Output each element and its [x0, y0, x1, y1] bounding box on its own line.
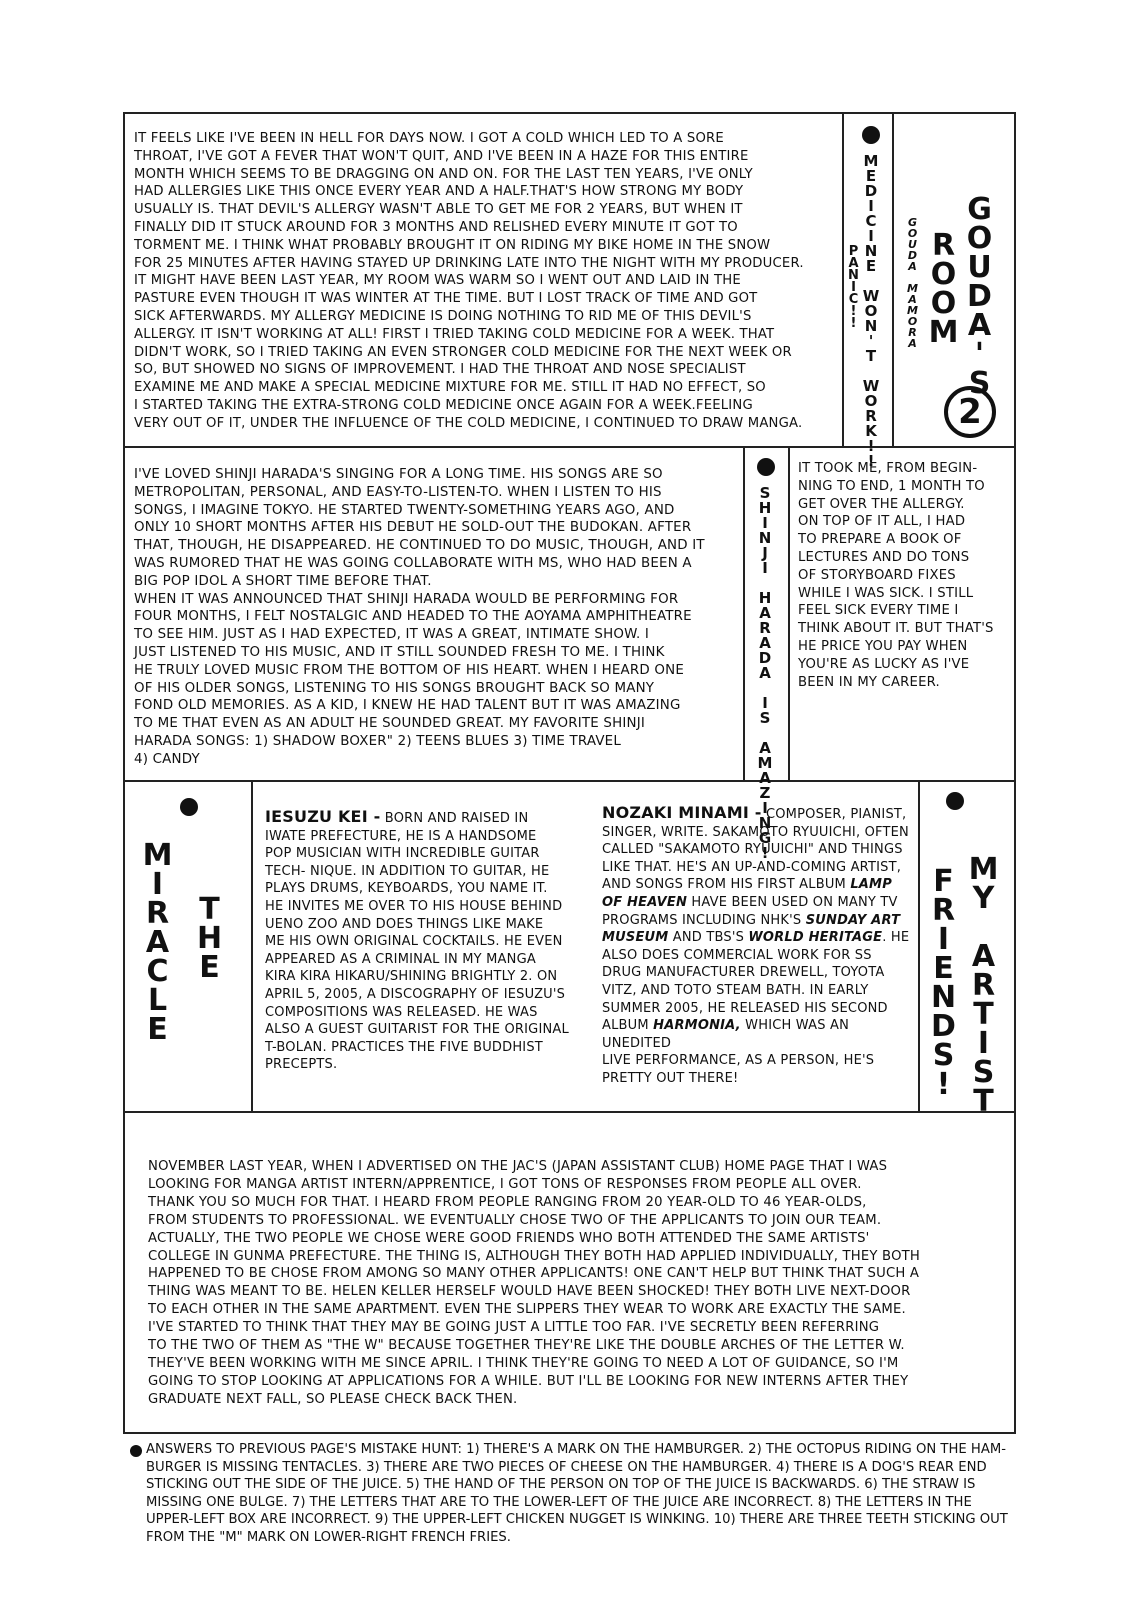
album-lamp-of-heaven: LAMP OF HEAVEN — [602, 877, 892, 910]
section1-heading-line1: PANIC!! — [846, 244, 861, 328]
show-sunday-art-museum: SUNDAY ART MUSEUM — [602, 912, 901, 946]
bullet-icon — [180, 798, 198, 816]
friends-word: FRIENDS! — [926, 864, 961, 1096]
mistake-hunt-answers: ANSWERS TO PREVIOUS PAGE'S MISTAKE HUNT: 1) THERE'S A MARK ON THE HAMBURGER. 2) THE OCTOPUS RIDING ON THE HAM- BURGER IS MISSING TENTACLES. 3) THERE ARE TWO PIECES OF CHEESE ON THE HAMBURGER. 4) THERE IS A DOG'S REAR END STICKING OUT THE SIDE OF THE JUICE. 5) THE HAND OF THE PERSON ON TOP OF THE JUICE IS BACKWARDS. 6) THE STRAW IS MISSING ONE BULGE. 7) THE LETTERS THAT ARE TO THE LOWER-LEFT OF THE JUICE ARE INCORRECT. 8) THE LETTERS IN THE UPPER-LEFT BOX ARE INCORRECT. 9) THE UPPER-LEFT CHICKEN NUGGET IS WINKING. 10) THERE ARE THREE TEETH STICKING OUT FROM THE "M" MARK ON LOWER-RIGHT FRENCH FRIES. — [146, 1442, 1008, 1545]
nozaki-block — [602, 804, 918, 1088]
nozaki-name: NOZAKI MINAMI - — [602, 803, 762, 822]
miracle-heading — [140, 838, 175, 1041]
section1-body: IT FEELS LIKE I'VE BEEN IN HELL FOR DAYS NOW. I GOT A COLD WHICH LED TO A SORE THROAT, I'VE GOT A FEVER THAT WON'T QUIT, AND I'VE BEEN IN A HAZE FOR THIS ENTIRE MONTH WHICH SEEMS TO BE DRAGGING ON AND ON. FOR THE LAST TEN YEARS, I'VE ONLY HAD ALLERGIES LIKE THIS ONCE EVERY YEAR AND A HALF.THAT'S HOW STRONG MY BODY USUALLY IS. THAT DEVIL'S ALLERGY WASN'T ABLE TO GET ME FOR 2 YEARS, BUT WHEN IT FINALLY DID IT STUCK AROUND FOR 3 MONTHS AND RELISHED EVERY MINUTE IT GOT TO TORMENT ME. I THINK WHAT PROBABLY BROUGHT IT ON RIDING MY BIKE HOME IN THE SNOW FOR 25 MINUTES AFTER HAVING STAYED UP DRINKING LATE INTO THE NIGHT WITH MY PRODUCER. IT MIGHT HAVE BEEN LAST YEAR, MY ROOM WAS WARM SO I WENT OUT AND LAID IN THE PASTURE EVEN THOUGH IT WAS WINTER AT THE TIME. BUT I LOST TRACK OF TIME AND GOT SICK AFTERWARDS. MY ALLERGY MEDICINE IS DOING NOTHING TO RID ME OF THIS DEVIL'S ALLERGY. IT ISN'T WORKING AT ALL! FIRST I TRIED TAKING COLD MEDICINE FOR A WEEK. THAT DIDN'T WORK, SO I TRIED TAKING AN EVEN STRONGER COLD MEDICINE FOR THE NEXT WEEK OR SO, BUT SHOWED NO SIGNS OF IMPROVEMENT. I HAD THE THROAT AND NOSE SPECIALIST EXAMINE ME AND MAKE A SPECIAL MEDICINE MIXTURE FOR ME. STILL IT HAD NO EFFECT, SO I STARTED TAKING THE EXTRA-STRONG COLD MEDICINE ONCE AGAIN FOR A WEEK.FEELING VERY OUT OF IT, UNDER THE INFLUENCE OF THE COLD MEDICINE, I CONTINUED TO DRAW MANGA. — [134, 131, 804, 431]
nozaki-part2: HAVE BEEN USED ON MANY TV PROGRAMS INCLUDING NHK'S — [602, 894, 898, 928]
title-word-1: GOUDA'S — [962, 192, 997, 395]
section2-side: IT TOOK ME, FROM BEGIN- NING TO END, 1 MONTH TO GET OVER THE ALLERGY. ON TOP OF IT ALL, I HAD TO PREPARE A BOOK OF LECTURES AND DO TONS OF STORYBOARD FIXES WHILE I WAS SICK. I STILL FEEL SICK EVERY TIME I THINK ABOUT IT. BUT THAT'S HE PRICE YOU PAY WHEN YOU'RE AS LUCKY AS I'VE BEEN IN MY CAREER. — [798, 461, 994, 690]
my-artist-word: MY ARTIST — [966, 852, 1001, 1113]
footer-bullet-icon — [130, 1445, 142, 1457]
author-text: GOUDA MAMORA — [906, 216, 919, 348]
bullet-icon — [757, 458, 775, 476]
title-word-2: ROOM — [926, 228, 961, 344]
author-name — [906, 216, 919, 348]
the-word: THE — [192, 892, 227, 979]
section1-heading — [862, 152, 880, 467]
album-harmonia: HARMONIA, — [653, 1018, 741, 1034]
section2-heading-text: SHINJI HARADA IS AMAZING! — [756, 484, 774, 859]
friends-heading — [926, 864, 961, 1096]
gouda-room-title-2 — [926, 228, 961, 344]
s2-divider-a — [743, 446, 745, 780]
section4-body: NOVEMBER LAST YEAR, WHEN I ADVERTISED ON THE JAC'S (JAPAN ASSISTANT CLUB) HOME PAGE THAT I WAS LOOKING FOR MANGA ARTIST INTERN/APPRENTICE, I GOT TONS OF RESPONSES FROM PEOPLE ALL OVER. THANK YOU SO MUCH FOR THAT. I HEARD FROM PEOPLE RANGING FROM 20 YEAR-OLD TO 46 YEAR-OLDS, FROM STUDENTS TO PROFESSIONAL. WE EVENTUALLY CHOSE TWO OF THE APPLICANTS TO JOIN OUR TEAM. ACTUALLY, THE TWO PEOPLE WE CHOSE WERE GOOD FRIENDS WHO BOTH ATTENDED THE SAME ARTISTS' COLLEGE IN GUNMA PREFECTURE. THE THING IS, ALTHOUGH THEY BOTH HAD APPLIED INDIVIDUALLY, THEY BOTH HAPPENED TO BE CHOSE FROM AMONG SO MANY OTHER APPLICANTS! ONE CAN'T HELP BUT THINK THAT SUCH A THING WAS MEANT TO BE. HELEN KELLER HERSELF WOULD HAVE BEEN SHOCKED! THEY BOTH LIVE NEXT-DOOR TO EACH OTHER IN THE SAME APARTMENT. EVEN THE SLIPPERS THEY WEAR TO WORK ARE EXACTLY THE SAME. I'VE STARTED TO THINK THAT THEY MAY BE GOING JUST A LITTLE TOO FAR. I'VE SECRETLY BEEN REFERRING TO THE TWO OF THEM AS "THE W" BECAUSE TOGETHER THEY'RE LIKE THE DOUBLE ARCHES OF THE LETTER W. THEY'VE BEEN WORKING WITH ME SINCE APRIL. I THINK THEY'RE GOING TO NEED A LOT OF GUIDANCE, SO I'M GOING TO STOP LOOKING AT APPLICATIONS FOR A WHILE. BUT I'LL BE LOOKING FOR NEW INTERNS AFTER THEY GRADUATE NEXT FALL, SO PLEASE CHECK BACK THEN. — [148, 1159, 921, 1407]
nozaki-part3: AND TBS'S — [668, 930, 749, 946]
show-world-heritage: WORLD HERITAGE — [748, 930, 883, 946]
s3-divider-b — [918, 780, 920, 1111]
divider-2 — [123, 780, 1016, 782]
s3-divider-a — [251, 780, 253, 1111]
divider-3 — [123, 1111, 1016, 1113]
iesuzu-block — [265, 808, 585, 1074]
divider-1 — [123, 446, 1016, 448]
bullet-icon — [862, 126, 880, 144]
episode-number: 2 — [944, 386, 996, 438]
nozaki-part4: . HE ALSO DOES COMMERCIAL WORK FOR SS DRUG MANUFACTURER DREWELL, TOYOTA VITZ, AND TOTO STEAM BATH. IN EARLY SUMMER 2005, HE RELEASED HIS SECOND ALBUM — [602, 930, 910, 1034]
section1-heading-panic — [846, 244, 861, 328]
nozaki-part1: COMPOSER, PIANIST, SINGER, WRITE. SAKAMOTO RYUUICHI, OFTEN CALLED "SAKAMOTO RYUUICHI" AND THINGS LIKE THAT. HE'S AN UP-AND-COMING ARTIST, AND SONGS FROM HIS FIRST ALBUM — [602, 807, 909, 893]
s2-divider-b — [788, 446, 790, 780]
nozaki-part5: WHICH WAS AN UNEDITED LIVE PERFORMANCE, AS A PERSON, HE'S PRETTY OUT THERE! — [602, 1018, 875, 1086]
my-artist-heading — [966, 852, 1001, 1113]
gouda-room-title — [962, 192, 997, 395]
section2-body: I'VE LOVED SHINJI HARADA'S SINGING FOR A LONG TIME. HIS SONGS ARE SO METROPOLITAN, PERSONAL, AND EASY-TO-LISTEN-TO. WHEN I LISTEN TO HIS SONGS, I IMAGINE TOKYO. HE STARTED TWENTY-SOMETHING YEARS AGO, AND ONLY 10 SHORT MONTHS AFTER HIS DEBUT HE SOLD-OUT THE BUDOKAN. AFTER THAT, THOUGH, HE DISAPPEARED. HE CONTINUED TO DO MUSIC, THOUGH, AND IT WAS RUMORED THAT HE WAS GOING COLLABORATE WITH MS, WHO HAD BEEN A BIG POP IDOL A SHORT TIME BEFORE THAT. WHEN IT WAS ANNOUNCED THAT SHINJI HARADA WOULD BE PERFORMING FOR FOUR MONTHS, I FELT NOSTALGIC AND HEADED TO THE AOYAMA AMPHITHEATRE TO SEE HIM. JUST AS I HAD EXPECTED, IT WAS A GREAT, INTIMATE SHOW. I JUST LISTENED TO HIS MUSIC, AND IT STILL SOUNDED FRESH TO ME. I THINK HE TRULY LOVED MUSIC FROM THE BOTTOM OF HIS HEART. WHEN I HEARD ONE OF HIS OLDER SONGS, LISTENING TO HIS SONGS BROUGHT BACK SO MANY FOND OLD MEMORIES. AS A KID, I KNEW HE HAD TALENT BUT IT WAS AMAZING TO ME THAT EVEN AS AN ADULT HE SOUNDED GREAT. MY FAVORITE SHINJI HARADA SONGS: 1) SHADOW BOXER" 2) TEENS BLUES 3) TIME TRAVEL 4) CANDY — [134, 467, 705, 767]
bullet-icon — [946, 792, 964, 810]
miracle-word: MIRACLE — [140, 838, 175, 1041]
the-heading — [192, 892, 227, 979]
iesuzu-body: BORN AND RAISED IN IWATE PREFECTURE, HE IS A HANDSOME POP MUSICIAN WITH INCREDIBLE GUITAR TECH- NIQUE. IN ADDITION TO GUITAR, HE PLAYS DRUMS, KEYBOARDS, YOU NAME IT. HE INVITES ME OVER TO HIS HOUSE BEHIND UENO ZOO AND DOES THINGS LIKE MAKE ME HIS OWN ORIGINAL COCKTAILS. HE EVEN APPEARED AS A CRIMINAL IN MY MANGA KIRA KIRA HIKARU/SHINING BRIGHTLY 2. ON APRIL 5, 2005, A DISCOGRAPHY OF IESUZU'S COMPOSITIONS WAS RELEASED. HE WAS ALSO A GUEST GUITARIST FOR THE ORIGINAL T-BOLAN. PRACTICES THE FIVE BUDDHIST PRECEPTS. — [265, 811, 569, 1073]
s1-divider-b — [892, 112, 894, 446]
section1-heading-line2: MEDICINE WON'T WORK!! — [862, 152, 880, 467]
iesuzu-name: IESUZU KEI - — [265, 807, 381, 826]
